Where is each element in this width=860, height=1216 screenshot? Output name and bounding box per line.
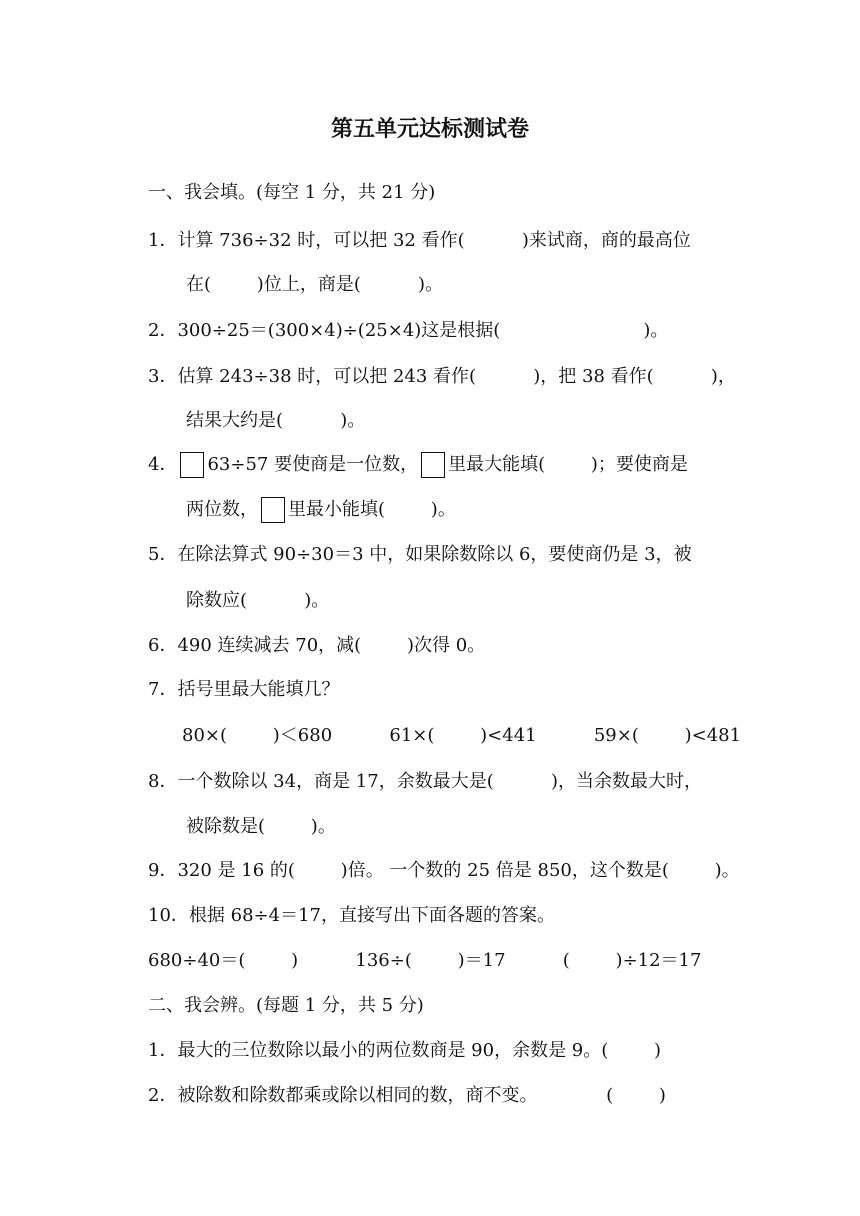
blank-box[interactable] xyxy=(421,452,445,478)
section-2-heading: 二、我会辨。(每题 1 分，共 5 分) xyxy=(148,995,424,1016)
question-10-items: 680÷40＝( ) 136÷( )＝17 ( )÷12＝17 xyxy=(148,950,702,971)
judge-question-2: 2．被除数和除数都乘或除以相同的数，商不变。 ( ) xyxy=(148,1085,666,1106)
question-6: 6．490 连续减去 70，减( )次得 0。 xyxy=(148,635,486,656)
blank-box[interactable] xyxy=(261,497,285,523)
question-1-line-1: 1．计算 736÷32 时，可以把 32 看作( )来试商，商的最高位 xyxy=(148,230,691,251)
question-2: 2．300÷25＝(300×4)÷(25×4)这是根据( )。 xyxy=(148,320,669,341)
question-10: 10．根据 68÷4＝17，直接写出下面各题的答案。 xyxy=(148,905,555,926)
question-8-line-2: 被除数是( )。 xyxy=(186,816,336,837)
question-7-items: 80×( )＜680 61×( )<441 59×( )<481 xyxy=(182,725,742,746)
question-4-number: 4． xyxy=(148,454,178,475)
question-5-line-2: 除数应( )。 xyxy=(186,590,330,611)
question-5-line-1: 5．在除法算式 90÷30＝3 中，如果除数除以 6，要使商仍是 3，被 xyxy=(148,544,692,565)
question-3-line-2: 结果大约是( )。 xyxy=(186,410,366,431)
question-7: 7．括号里最大能填几？ xyxy=(148,679,340,700)
question-9: 9．320 是 16 的( )倍。 一个数的 25 倍是 850，这个数是( )。 xyxy=(148,860,740,881)
page-title: 第五单元达标测试卷 xyxy=(330,117,529,142)
blank-box[interactable] xyxy=(180,452,204,478)
question-4-text-a: 63÷57 要使商是一位数， xyxy=(207,454,419,475)
question-4-line-2 xyxy=(186,497,456,523)
question-8-line-1: 8．一个数除以 34，商是 17，余数最大是( )，当余数最大时， xyxy=(148,771,702,792)
question-4-text-c: 两位数， xyxy=(186,499,258,520)
section-1-heading: 一、我会填。(每空 1 分，共 21 分) xyxy=(148,182,436,203)
question-4-text-b: 里最大能填( )；要使商是 xyxy=(448,454,688,475)
judge-question-1: 1．最大的三位数除以最小的两位数商是 90，余数是 9。( ) xyxy=(148,1040,662,1061)
question-4-text-d: 里最小能填( )。 xyxy=(288,499,456,520)
question-4-line-1 xyxy=(148,452,688,478)
question-3-line-1: 3．估算 243÷38 时，可以把 243 看作( )，把 38 看作( )， xyxy=(148,366,736,387)
question-1-line-2: 在( )位上，商是( )。 xyxy=(186,274,444,295)
